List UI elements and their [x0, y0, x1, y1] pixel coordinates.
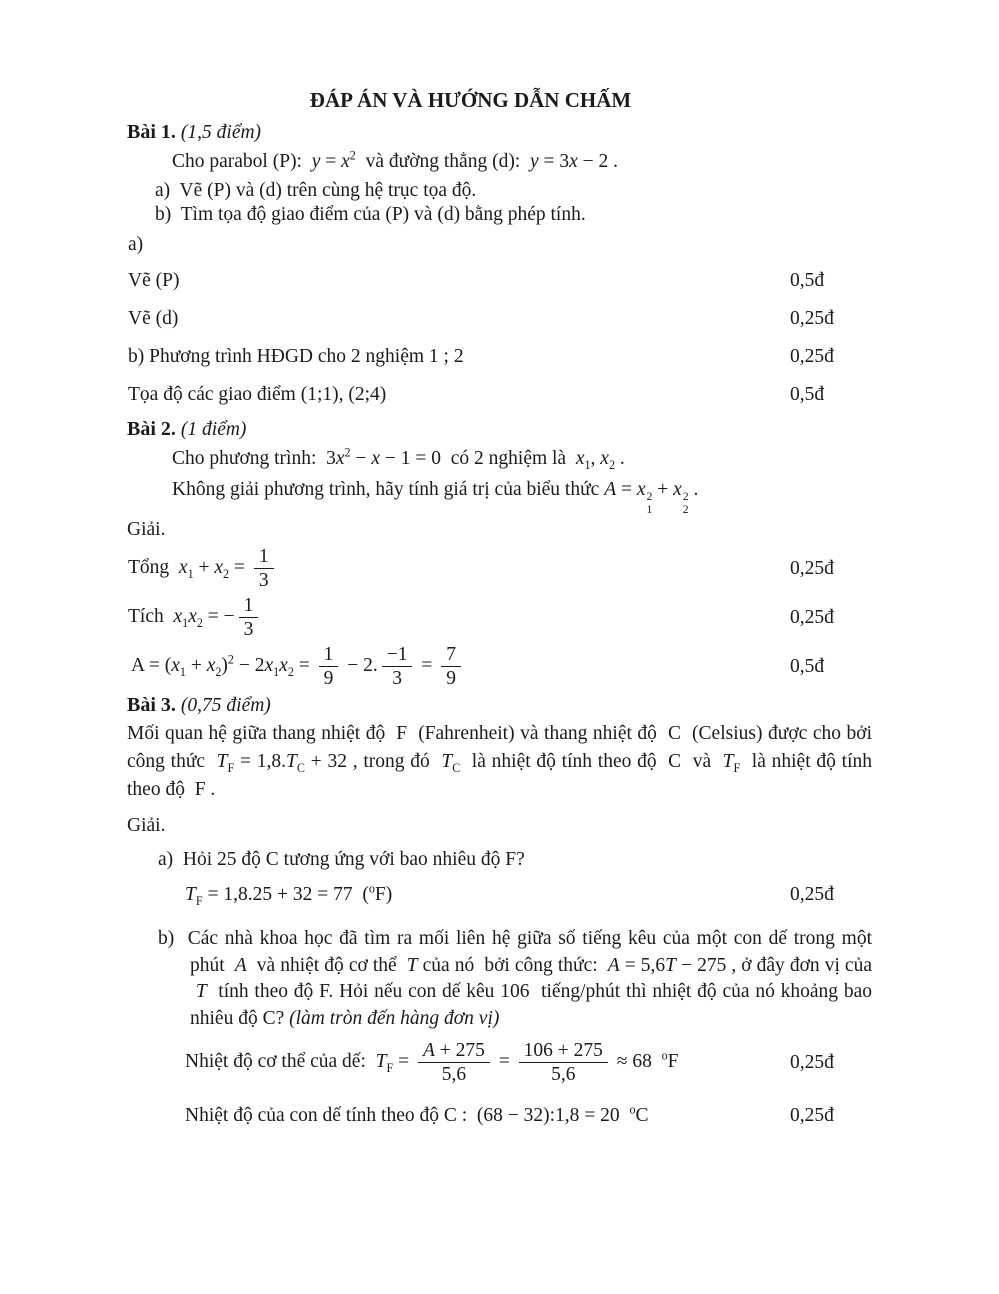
page-title: ĐÁP ÁN VÀ HƯỚNG DẪN CHẤM [309, 88, 632, 112]
bai2-heading [127, 417, 872, 442]
score-row-toa-do [127, 383, 872, 407]
bai1-item-a: a) Vẽ (P) và (d) trên cùng hệ trục tọa độ. [155, 180, 477, 201]
bai1-item-b: b) Tìm tọa độ giao điểm của (P) và (d) bằng phép tính. [155, 204, 586, 225]
score-row-tich [127, 595, 872, 640]
score-ve-p: 0,5đ [790, 270, 825, 291]
score-row-nhiet-do-f [127, 1040, 872, 1085]
answer-bieu-thuc-a: $A = (x_1 + x_2)^2 - 2x_1x_2$ = $\frac{1}{9}$ − 2. $\frac{-1}{3}$ = $\frac{7}{9}$ [131, 655, 465, 676]
score-ve-d: 0,25đ [790, 308, 834, 329]
answer-toa-do: Tọa độ các giao điểm (1;1), (2;4) [128, 384, 387, 405]
score-bieu-thuc-a: 0,5đ [790, 655, 825, 677]
bai1-problem-statement: Cho parabol (P): $y = x^2$ và đường thẳng (d): y = 3x − 2 . [172, 148, 619, 172]
section-bai2 [127, 417, 872, 689]
bai3-heading [127, 693, 872, 718]
bai2-heading-note: (1 điểm) [180, 419, 247, 440]
section-bai3 [127, 693, 872, 1129]
score-tong: 0,25đ [790, 557, 834, 579]
bai3-item-a: a) Hỏi 25 độ C tương ứng với bao nhiêu độ F? [158, 849, 525, 871]
score-row-ve-d [127, 307, 872, 331]
score-row-nhiet-do-c [127, 1103, 872, 1129]
score-row-phuong-trinh [127, 345, 872, 369]
score-tich: 0,25đ [790, 606, 834, 628]
bai1-heading-label: Bài 1. [127, 121, 176, 143]
score-nhiet-do-c: 0,25đ [790, 1105, 834, 1127]
bai2-giai-label: Giải. [127, 519, 166, 541]
answer-tong: Tổng $x_1 + x_2$ = $\frac{1}{3}$ [128, 557, 278, 578]
bai3-item-b: b) Các nhà khoa học đã tìm ra mối liên hệ giữa số tiếng kêu của một con dế trong một phút A và nhiệt độ cơ thể T của nó bởi công thức: A = 5,6T − 275 , ở đây đơn vị của T tính theo độ F. Hỏi nếu con dế kêu 106 tiếng/phút thì nhiệt độ của nó khoảng bao nhiêu độ C? (làm tròn đến hàng đơn vị) [158, 928, 872, 1029]
answer-phuong-trinh: b) Phương trình HĐGD cho 2 nghiệm 1 ; 2 [128, 346, 464, 367]
score-row-tong [127, 546, 872, 591]
score-tf-77: 0,25đ [790, 884, 834, 906]
score-toa-do: 0,5đ [790, 384, 825, 405]
answer-tich: Tích $x_1x_2$ = − $\frac{1}{3}$ [128, 606, 262, 627]
bai2-heading-label: Bài 2. [127, 418, 176, 440]
bai3-problem-statement: Mối quan hệ giữa thang nhiệt độ F (Fahrenheit) và thang nhiệt độ C (Celsius) được cho bởi công thức $T_F = 1,8.T_C + 32$ , trong đó $T_C$ là nhiệt độ tính theo độ C và $T_F$ là nhiệt độ tính theo độ F . [127, 723, 873, 801]
bai1-heading-note: (1,5 điểm) [180, 122, 262, 143]
bai2-problem-statement-1: Cho phương trình: $3x^2 - x - 1 = 0$ có 2 nghiệm là $x_1$, $x_2$ . [172, 445, 625, 472]
bai3-giai-label: Giải. [127, 815, 166, 837]
bai1-part-a-label: a) [128, 234, 144, 255]
answer-tf-77: $T_F = 1,8.25 + 32 = 77$ ($^o$F) [185, 881, 393, 909]
answer-ve-p: Vẽ (P) [128, 270, 180, 291]
bai3-heading-label: Bài 3. [127, 694, 176, 717]
answer-ve-d: Vẽ (d) [128, 308, 179, 329]
bai1-heading [127, 120, 872, 145]
score-nhiet-do-f: 0,25đ [790, 1051, 834, 1073]
score-row-tf-77 [127, 880, 872, 910]
score-row-ve-p [127, 269, 872, 293]
answer-nhiet-do-c: Nhiệt độ của con dế tính theo độ C : (68 − 32):1,8 = 20 $^o$C [185, 1102, 649, 1127]
bai3-heading-note: (0,75 điểm) [180, 695, 271, 717]
bai2-problem-statement-2: Không giải phương trình, hãy tính giá trị của biểu thức A = x 2 1 + x 2 2 . [172, 479, 699, 517]
score-phuong-trinh: 0,25đ [790, 346, 834, 367]
section-bai1 [127, 120, 872, 407]
answer-nhiet-do-f: Nhiệt độ cơ thể của dế: $T_F$ = $\frac{A + 275}{5,6}$ = $\frac{106 + 275}{5,6}$ ≈ 68 $^o$F [185, 1040, 679, 1086]
score-row-bieu-thuc-a [127, 644, 872, 689]
